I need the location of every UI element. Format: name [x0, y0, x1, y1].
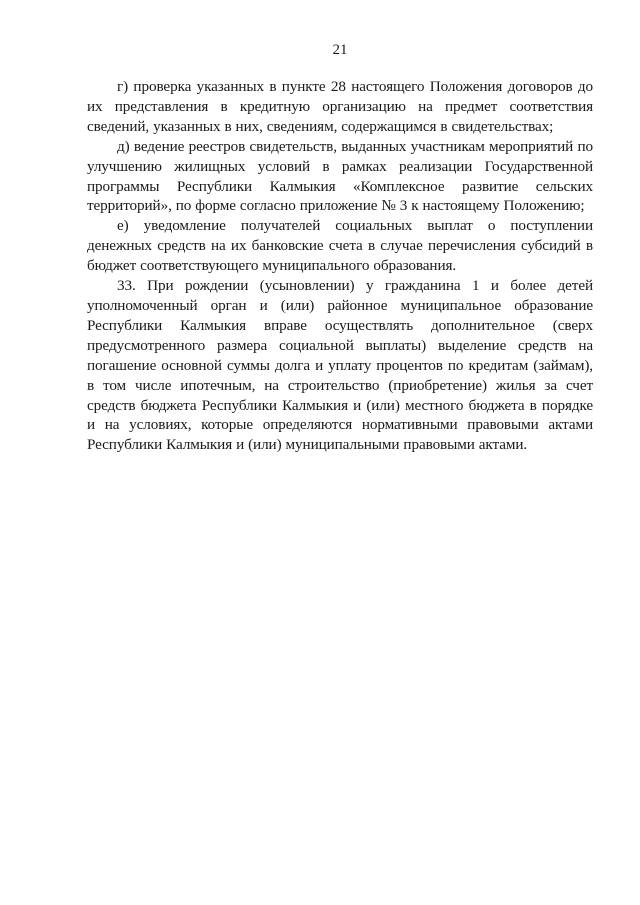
paragraph-item-d: д) ведение реестров свидетельств, выданных участникам мероприятий по улучшению жилищных условий в рамках реализации Государственной программы Республики Калмыкия «Комплексное развитие сельских территорий», по форме согласно приложение № 3 к настоящему Положению;: [87, 137, 593, 215]
paragraph-item-g: г) проверка указанных в пункте 28 настоящего Положения договоров до их представления в кредитную организацию на предмет соответствия сведений, указанных в них, сведениям, содержащимся в свидетельствах;: [87, 78, 593, 135]
document-body: [87, 77, 593, 455]
page-number: 21: [332, 42, 348, 58]
paragraph-clause-33: 33. При рождении (усыновлении) у гражданина 1 и более детей уполномоченный орган и (или) районное муниципальное образование Республики Калмыкия вправе осуществлять дополнительное (сверх предусмотренного размера социальной выплаты) выделение средств на погашение основной суммы долга и уплату процентов по кредитам (займам), в том числе ипотечным, на строительство (приобретение) жилья за счет средств бюджета Республики Калмыкия и (или) местного бюджета в порядке и на условиях, которые определяются нормативными правовыми актами Республики Калмыкия и (или) муниципальными правовыми актами.: [87, 277, 593, 454]
paragraph-item-e: е) уведомление получателей социальных выплат о поступлении денежных средств на их банковские счета в случае перечисления субсидий в бюджет соответствующего муниципального образования.: [87, 217, 593, 275]
